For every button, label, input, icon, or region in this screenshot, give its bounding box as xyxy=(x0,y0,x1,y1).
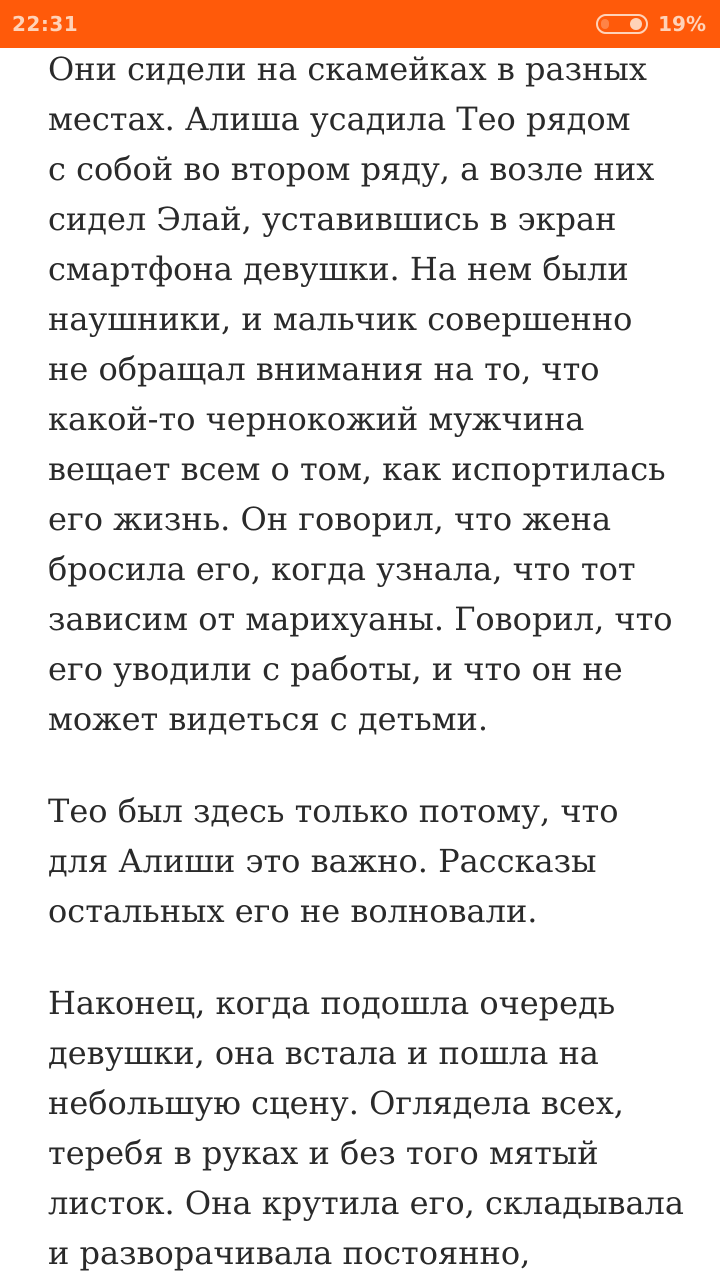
reader-page[interactable] xyxy=(48,44,688,1278)
battery-icon xyxy=(596,14,648,34)
battery-level-fill xyxy=(601,19,609,29)
status-time: 22:31 xyxy=(12,12,79,36)
paragraph: Они сидели на скамейках в разных местах. Алиша усадила Тео рядом с собой во втором ряду, а возле них сидел Элай, уставившись в экран смартфона девушки. На нем были наушники, и мальчик совершенно не обращал внимания на то, что какой-то чернокожий мужчина вещает всем о том, как испортилась его жизнь. Он говорил, что жена бросила его, когда узнала, что тот зависим от марихуаны. Говорил, что его уводили с работы, и что он не может видеться с детьми. xyxy=(48,50,673,738)
status-bar xyxy=(0,0,720,48)
paragraph: Тео был здесь только потому, что для Алиши это важно. Рассказы остальных его не волновали. xyxy=(48,792,619,930)
paragraph: Наконец, когда подошла очередь девушки, она встала и пошла на небольшую сцену. Оглядела всех, теребя в руках и без того мятый листок. Она крутила его, складывала и разворачивала постоянно, xyxy=(48,984,684,1272)
battery-percent: 19% xyxy=(658,12,706,36)
status-indicators xyxy=(596,12,706,36)
battery-cap xyxy=(630,18,642,30)
